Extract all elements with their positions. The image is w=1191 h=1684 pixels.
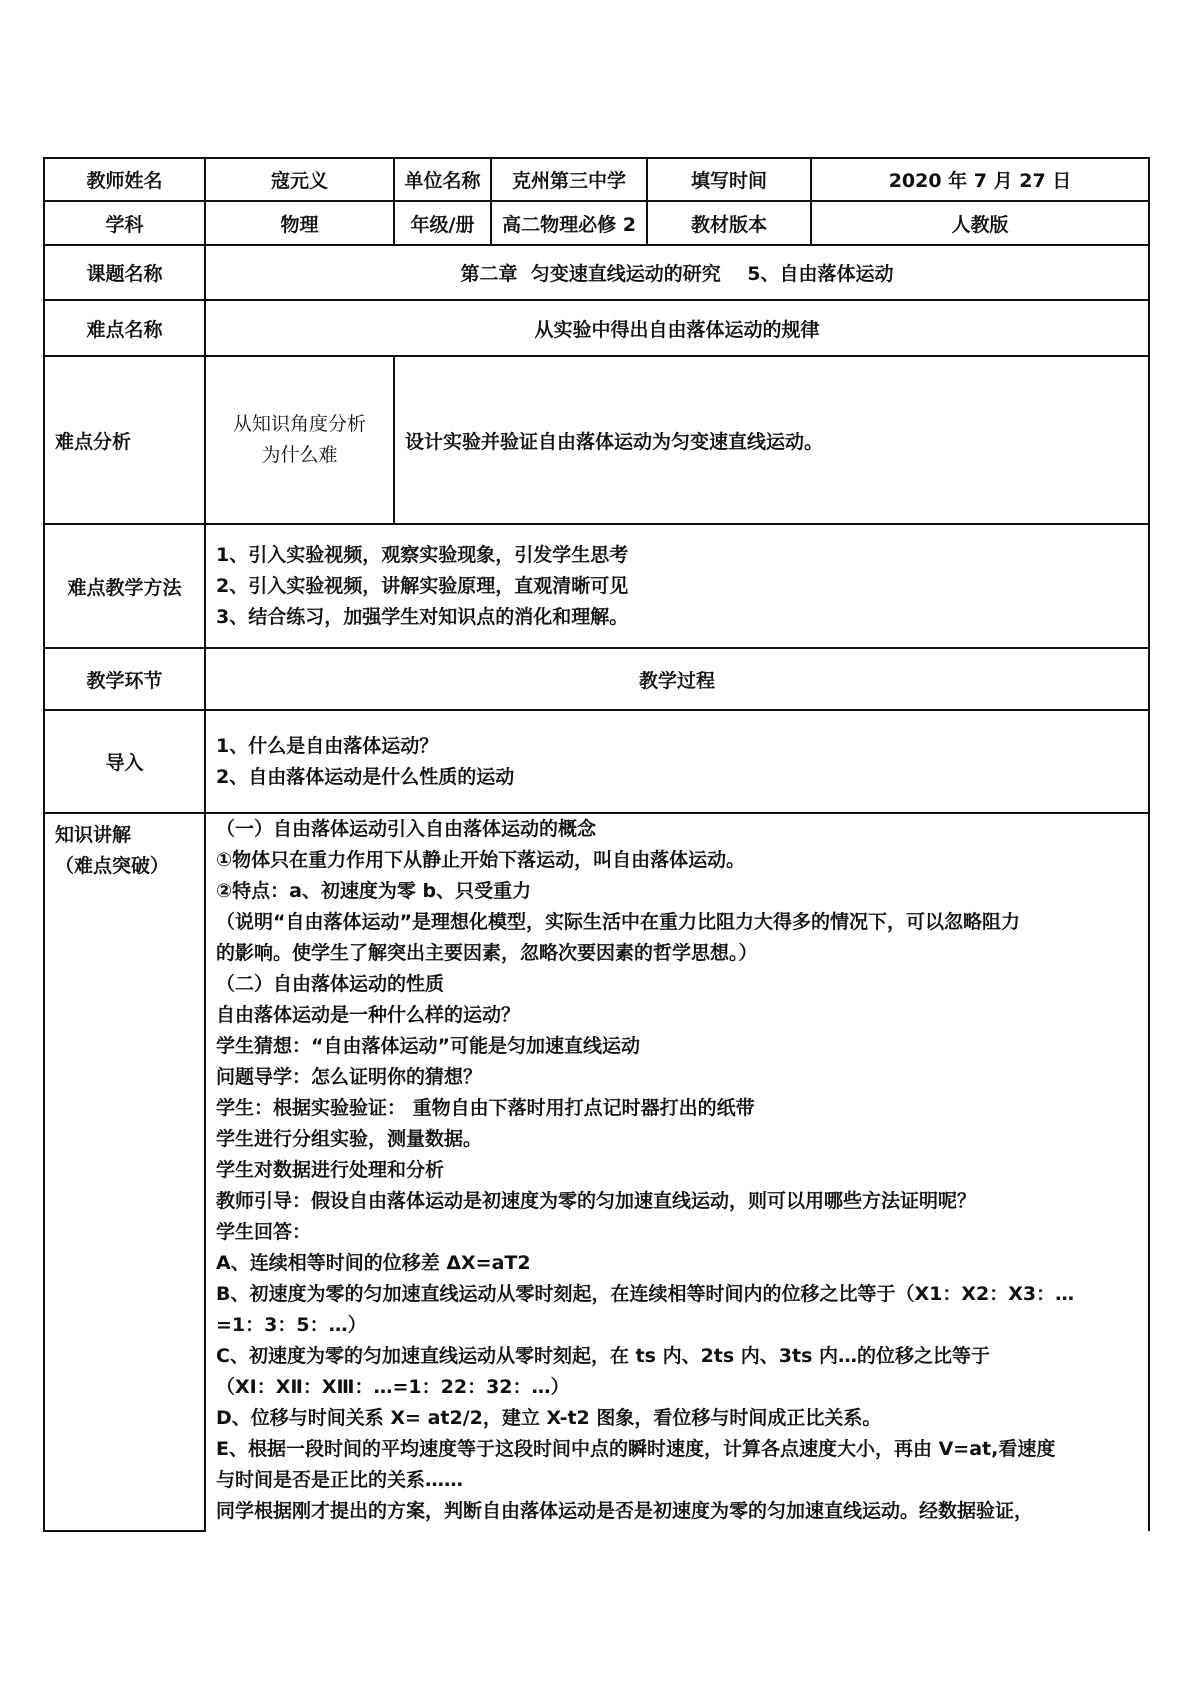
knowledge-line: E、根据一段时间的平均速度等于这段时间中点的瞬时速度，计算各点速度大小，再由 V=at,看速度 (216, 1438, 1056, 1460)
knowledge-line: =1：3：5：…） (216, 1314, 367, 1336)
knowledge-label-line2: （难点突破） (55, 855, 170, 877)
topic-value: 第二章 匀变速直线运动的研究 5、自由落体运动 (205, 245, 1149, 300)
intro-row (44, 710, 1149, 813)
knowledge-line: 学生猜想：“自由落体运动”可能是匀加速直线运动 (216, 1035, 640, 1057)
knowledge-label (44, 813, 205, 1531)
knowledge-line: ①物体只在重力作用下从静止开始下落运动，叫自由落体运动。 (216, 849, 746, 871)
process-header-row (44, 648, 1149, 710)
subject-value: 物理 (205, 201, 394, 245)
knowledge-line: 同学根据刚才提出的方案，判断自由落体运动是否是初速度为零的匀加速直线运动。经数据验证， (216, 1500, 1034, 1522)
intro-list (205, 710, 1149, 813)
analysis-label: 难点分析 (44, 356, 205, 524)
knowledge-line: 的影响。使学生了解突出主要因素，忽略次要因素的哲学思想。） (216, 942, 758, 964)
method-item: 1、引入实验视频，观察实验现象，引发学生思考 (216, 543, 629, 566)
header-row-1 (44, 158, 1149, 201)
unit-value: 克州第三中学 (491, 158, 647, 201)
grade-value: 高二物理必修 2 (491, 201, 647, 245)
analysis-sub-label-line2: 为什么难 (261, 444, 338, 466)
method-label: 难点教学方法 (44, 524, 205, 648)
knowledge-line: 学生回答： (216, 1221, 312, 1243)
analysis-row (44, 356, 1149, 524)
analysis-value: 设计实验并验证自由落体运动为匀变速直线运动。 (394, 356, 1149, 524)
knowledge-line: （说明“自由落体运动”是理想化模型，实际生活中在重力比阻力大得多的情况下，可以忽略阻力 (216, 911, 1020, 933)
unit-label: 单位名称 (394, 158, 491, 201)
knowledge-line: 学生：根据实验验证： 重物自由下落时用打点记时器打出的纸带 (216, 1097, 755, 1119)
difficulty-row (44, 300, 1149, 356)
intro-item: 1、什么是自由落体运动？ (216, 734, 439, 757)
header-row-2 (44, 201, 1149, 245)
intro-label: 导入 (44, 710, 205, 813)
method-item: 2、引入实验视频，讲解实验原理，直观清晰可见 (216, 574, 629, 597)
knowledge-line: A、连续相等时间的位移差 ΔX=aT2 (216, 1252, 531, 1274)
knowledge-line: 问题导学：怎么证明你的猜想？ (216, 1066, 483, 1088)
method-list (205, 524, 1149, 648)
knowledge-label-line1: 知识讲解 (55, 824, 132, 846)
knowledge-line: D、位移与时间关系 X= at2/2，建立 X-t2 图象，看位移与时间成正比关系。 (216, 1407, 882, 1429)
knowledge-line: C、初速度为零的匀加速直线运动从零时刻起，在 ts 内、2ts 内、3ts 内…的位移之比等于 (216, 1345, 991, 1367)
topic-label: 课题名称 (44, 245, 205, 300)
knowledge-row (44, 813, 1149, 1531)
process-section-label: 教学环节 (44, 648, 205, 710)
method-row (44, 524, 1149, 648)
knowledge-line: 学生进行分组实验，测量数据。 (216, 1128, 483, 1150)
knowledge-line: 与时间是否是正比的关系…… (216, 1469, 464, 1491)
topic-row (44, 245, 1149, 300)
difficulty-value: 从实验中得出自由落体运动的规律 (205, 300, 1149, 356)
date-value: 2020 年 7 月 27 日 (811, 158, 1149, 201)
knowledge-line: ②特点：a、初速度为零 b、只受重力 (216, 880, 532, 902)
knowledge-line: （一）自由落体运动引入自由落体运动的概念 (216, 818, 597, 840)
knowledge-line: B、初速度为零的匀加速直线运动从零时刻起，在连续相等时间内的位移之比等于（X1：X2：X3：… (216, 1283, 1075, 1305)
difficulty-label: 难点名称 (44, 300, 205, 356)
intro-item: 2、自由落体运动是什么性质的运动 (216, 765, 515, 788)
edition-label: 教材版本 (647, 201, 811, 245)
analysis-sub-label-line1: 从知识角度分析 (232, 413, 366, 435)
knowledge-line: 自由落体运动是一种什么样的运动？ (216, 1004, 521, 1026)
knowledge-content (205, 813, 1149, 1531)
method-item: 3、结合练习，加强学生对知识点的消化和理解。 (216, 605, 629, 628)
date-label: 填写时间 (647, 158, 811, 201)
teacher-value: 寇元义 (205, 158, 394, 201)
knowledge-line: （XⅠ：XⅡ：XⅢ：…=1：22：32：…） (216, 1376, 570, 1398)
subject-label: 学科 (44, 201, 205, 245)
analysis-sub-label (205, 356, 394, 524)
lesson-plan-table (43, 157, 1150, 1532)
knowledge-line: （二）自由落体运动的性质 (216, 973, 445, 995)
knowledge-line: 教师引导：假设自由落体运动是初速度为零的匀加速直线运动，则可以用哪些方法证明呢？ (216, 1190, 977, 1212)
teacher-label: 教师姓名 (44, 158, 205, 201)
grade-label: 年级/册 (394, 201, 491, 245)
knowledge-line: 学生对数据进行处理和分析 (216, 1159, 445, 1181)
edition-value: 人教版 (811, 201, 1149, 245)
process-section-value: 教学过程 (205, 648, 1149, 710)
